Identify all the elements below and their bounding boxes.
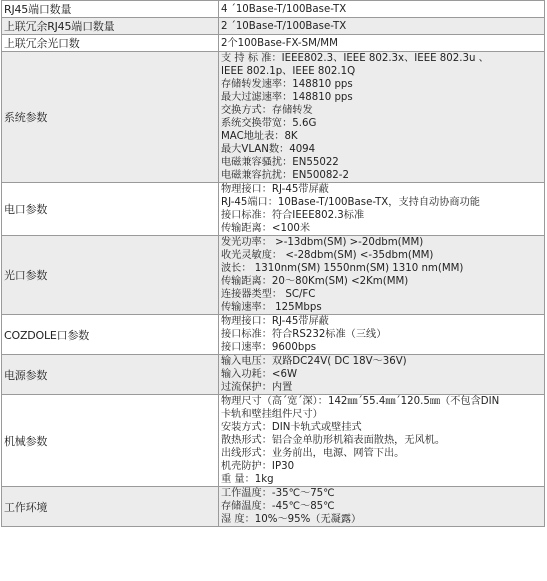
spec-value — [219, 1, 545, 18]
spec-value — [219, 35, 545, 52]
spec-value — [219, 236, 545, 315]
spec-value-line: 波长： 1310nm(SM) 1550nm(SM) 1310 nm(MM) — [221, 263, 464, 274]
spec-value-line: 出线形式：业务前出，电源、网管下出。 — [221, 448, 405, 459]
spec-label: 机械参数 — [2, 395, 219, 487]
spec-value-line: 支 持 标 准：IEEE802.3、IEEE 802.3x、IEEE 802.3u 、 — [221, 53, 489, 64]
spec-value-line: 存储转发速率：148810 pps — [221, 79, 353, 90]
spec-label: COZDOLE口参数 — [2, 315, 219, 355]
spec-value-line: 最大VLAN数：4094 — [221, 144, 316, 155]
spec-label: 系统参数 — [2, 52, 219, 183]
spec-value-line: 2个100Base-FX-SM/MM — [221, 37, 338, 49]
spec-row — [2, 355, 545, 395]
spec-row — [2, 487, 545, 527]
spec-row — [2, 35, 545, 52]
spec-label: 光口参数 — [2, 236, 219, 315]
spec-value-line: MAC地址表：8K — [221, 131, 298, 142]
spec-value-line: 重 量：1kg — [221, 474, 274, 485]
spec-value-line: 接口标准：符合IEEE802.3标准 — [221, 210, 365, 221]
spec-value-line: 最大过滤速率：148810 pps — [221, 92, 353, 103]
spec-row — [2, 183, 545, 236]
spec-value-line: 电磁兼容抗扰：EN50082-2 — [221, 170, 349, 181]
spec-label: 工作环境 — [2, 487, 219, 527]
spec-value-line: 存储温度：-45℃～85℃ — [221, 501, 335, 512]
spec-label: 电口参数 — [2, 183, 219, 236]
spec-value — [219, 183, 545, 236]
spec-row — [2, 236, 545, 315]
spec-table-body — [2, 1, 545, 527]
spec-value-line: 收光灵敏度： <-28dbm(SM) <-35dbm(MM) — [221, 250, 434, 261]
spec-row — [2, 52, 545, 183]
spec-value-line: 电磁兼容骚扰：EN55022 — [221, 157, 339, 168]
spec-value-line: 物理尺寸（高´宽´深）：142㎜´55.4㎜´120.5㎜（不包含DIN — [221, 396, 500, 407]
spec-row — [2, 1, 545, 18]
spec-value-line: 传输距离：<100米 — [221, 223, 311, 234]
spec-value-line: 湿 度：10%～95%（无凝露） — [221, 514, 362, 525]
spec-label: 上联冗余光口数 — [2, 35, 219, 52]
spec-value-line: 系统交换带宽：5.6G — [221, 118, 317, 129]
spec-value-line: 接口速率：9600bps — [221, 342, 317, 353]
spec-label: 上联冗余RJ45端口数量 — [2, 18, 219, 35]
spec-value-line: 安装方式：DIN卡轨式或壁挂式 — [221, 422, 362, 433]
spec-value-line: IEEE 802.1p、IEEE 802.1Q — [221, 66, 356, 77]
spec-value-line: RJ-45端口：10Base-T/100Base-TX，支持自动协商功能 — [221, 197, 480, 208]
spec-value-line: 物理接口：RJ-45带屏蔽 — [221, 184, 329, 195]
spec-label: RJ45端口数量 — [2, 1, 219, 18]
spec-row — [2, 315, 545, 355]
spec-value-line: 输入电压：双路DC24V( DC 18V～36V) — [221, 356, 407, 367]
spec-value-line: 散热形式：铝合金单肋形机箱表面散热，无风机。 — [221, 435, 446, 446]
spec-value-line: 输入功耗：<6W — [221, 369, 298, 380]
spec-value-line: 工作温度：-35℃～75℃ — [221, 488, 335, 499]
spec-label: 电源参数 — [2, 355, 219, 395]
spec-row — [2, 18, 545, 35]
spec-value-line: 卡轨和壁挂组件尺寸） — [221, 409, 323, 420]
spec-value-line: 物理接口：RJ-45带屏蔽 — [221, 316, 329, 327]
spec-value — [219, 355, 545, 395]
spec-value — [219, 52, 545, 183]
spec-value — [219, 315, 545, 355]
spec-value-line: 交换方式：存储转发 — [221, 105, 313, 116]
spec-value-line: 传输距离：20～80Km(SM) <2Km(MM) — [221, 276, 409, 287]
spec-value — [219, 18, 545, 35]
spec-value-line: 接口标准：符合RS232标准（三线） — [221, 329, 387, 340]
spec-value — [219, 395, 545, 487]
spec-value-line: 2 ´10Base-T/100Base-TX — [221, 20, 347, 32]
spec-value — [219, 487, 545, 527]
spec-value-line: 过流保护：内置 — [221, 382, 293, 393]
spec-value-line: 机壳防护：IP30 — [221, 461, 295, 472]
spec-value-line: 发光功率： >-13dbm(SM) >-20dbm(MM) — [221, 237, 424, 248]
spec-value-line: 4 ´10Base-T/100Base-TX — [221, 3, 347, 15]
spec-table — [1, 0, 545, 527]
spec-value-line: 连接器类型： SC/FC — [221, 289, 316, 300]
spec-row — [2, 395, 545, 487]
spec-value-line: 传输速率： 125Mbps — [221, 302, 322, 313]
